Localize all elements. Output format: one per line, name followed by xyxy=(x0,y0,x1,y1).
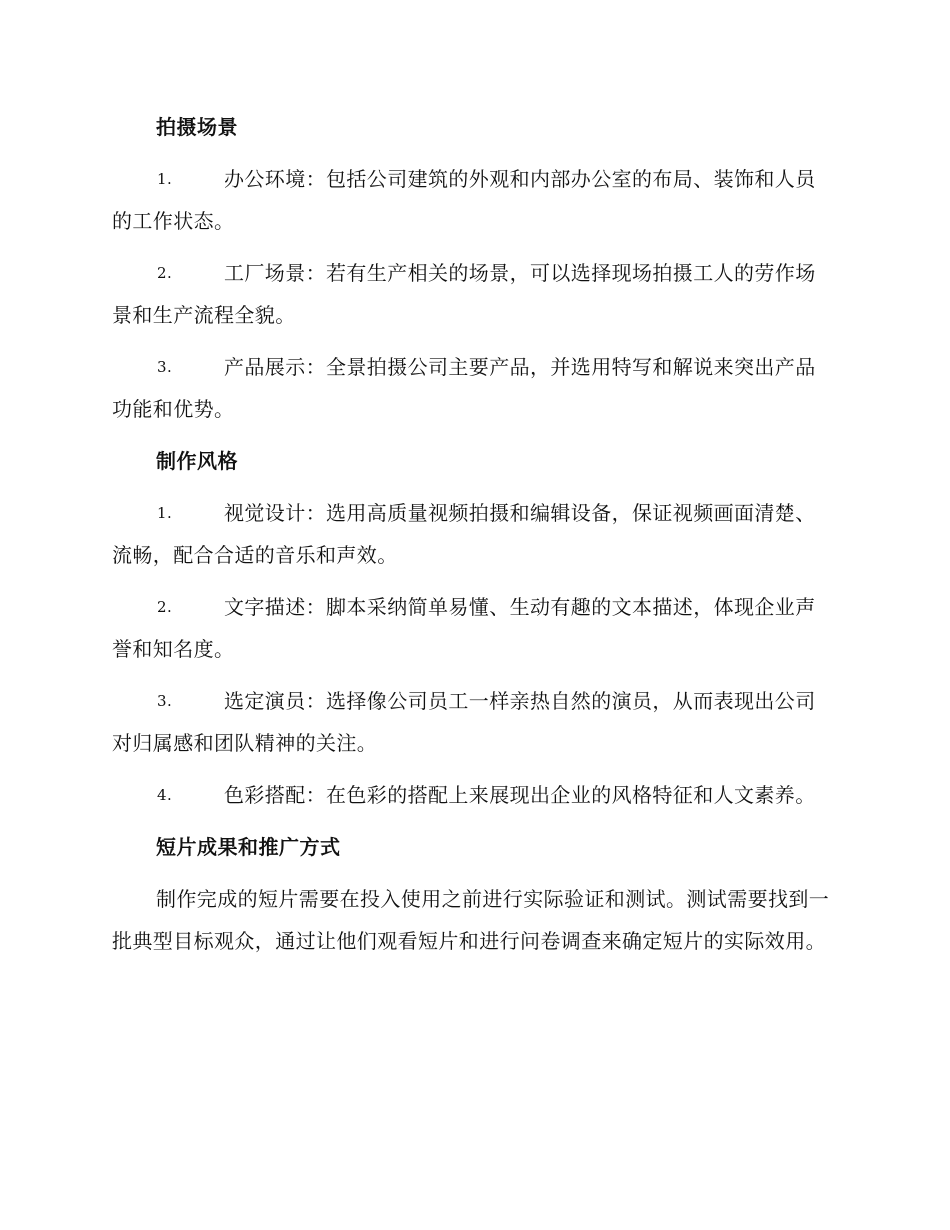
list-item xyxy=(112,158,834,242)
list-item-text: 视觉设计：选用高质量视频拍摄和编辑设备，保证视频画面清楚、流畅，配合合适的音乐和声效。 xyxy=(112,501,816,567)
section-heading-results-promotion: 短片成果和推广方式 xyxy=(156,835,341,859)
list-item-number: 3. xyxy=(157,358,173,376)
list-item-number: 2. xyxy=(157,598,173,616)
list-item xyxy=(112,774,834,816)
list-item xyxy=(112,586,834,670)
list-item xyxy=(112,492,834,576)
section-heading-shooting-scenes: 拍摄场景 xyxy=(156,115,238,139)
body-paragraph: 制作完成的短片需要在投入使用之前进行实际验证和测试。测试需要找到一批典型目标观众，通过让他们观看短片和进行问卷调查来确定短片的实际效用。 xyxy=(112,887,830,953)
list-item-number: 2. xyxy=(157,264,173,282)
list-item xyxy=(112,346,834,430)
list-item-text: 文字描述：脚本采纳简单易懂、生动有趣的文本描述，体现企业声誉和知名度。 xyxy=(112,595,816,661)
list-item xyxy=(112,252,834,336)
list-item-number: 4. xyxy=(157,786,173,804)
document-content xyxy=(112,106,834,962)
list-item-text: 办公环境：包括公司建筑的外观和内部办公室的布局、装饰和人员的工作状态。 xyxy=(112,167,816,233)
list-item-number: 1. xyxy=(157,504,173,522)
section-heading-production-style: 制作风格 xyxy=(156,449,238,473)
list-item-text: 色彩搭配：在色彩的搭配上来展现出企业的风格特征和人文素养。 xyxy=(224,783,816,807)
list-item-text: 选定演员：选择像公司员工一样亲热自然的演员，从而表现出公司对归属感和团队精神的关注。 xyxy=(112,689,816,755)
list-item-text: 工厂场景：若有生产相关的场景，可以选择现场拍摄工人的劳作场景和生产流程全貌。 xyxy=(112,261,816,327)
list-item-number: 3. xyxy=(157,692,173,710)
list-item-text: 产品展示：全景拍摄公司主要产品，并选用特写和解说来突出产品功能和优势。 xyxy=(112,355,816,421)
list-item xyxy=(112,680,834,764)
list-item-number: 1. xyxy=(157,170,173,188)
